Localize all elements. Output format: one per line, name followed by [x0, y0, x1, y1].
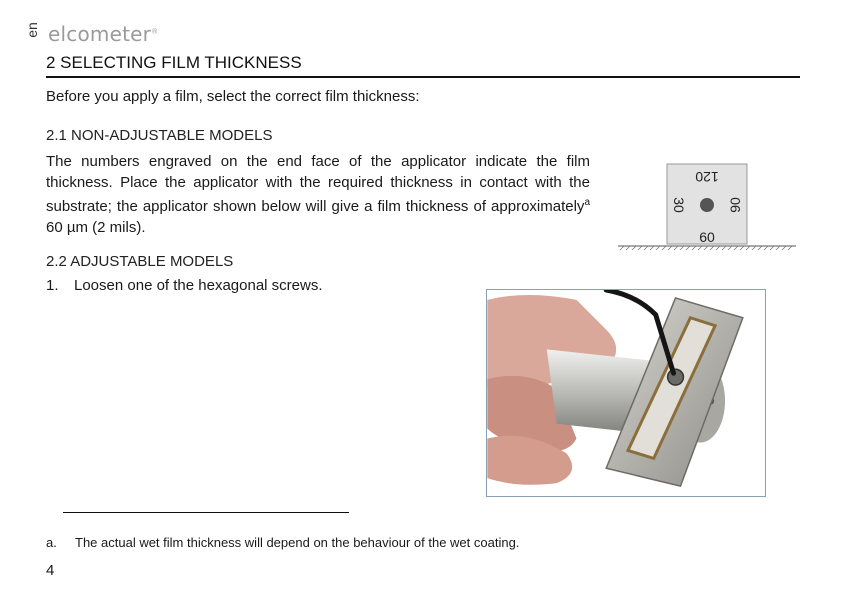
center-hole — [700, 198, 714, 212]
substrate-hatching — [620, 246, 792, 250]
footnote-rule — [63, 512, 349, 513]
paragraph-text-end: 60 µm (2 mils). — [46, 218, 146, 236]
footnote-reference: a — [584, 197, 590, 208]
footnote — [46, 535, 519, 550]
language-tab: en — [24, 22, 40, 38]
non-adjustable-heading: 2.1 NON-ADJUSTABLE MODELS — [46, 127, 273, 144]
title-rule — [46, 76, 800, 78]
label-bottom: 60 — [699, 229, 715, 245]
brand-mark: ® — [151, 27, 159, 36]
label-left: 30 — [671, 197, 687, 213]
section-intro: Before you apply a film, select the correct film thickness: — [46, 88, 420, 105]
photo-illustration — [487, 290, 765, 496]
footnote-text: The actual wet film thickness will depend on the behaviour of the wet coating. — [75, 535, 520, 550]
list-item — [46, 277, 323, 294]
brand-name: elcometer — [48, 22, 152, 46]
footnote-marker: a. — [46, 535, 57, 550]
paragraph-text: The numbers engraved on the end face of the applicator indicate the film thickness. Place the applicator with the required thickness in contact with the substrate; the applicator shown below will give a film thickness of approximately — [46, 153, 590, 215]
applicator-end-face-diagram — [614, 160, 804, 256]
adjustable-applicator-photo — [486, 289, 766, 497]
non-adjustable-paragraph — [46, 152, 590, 238]
label-right: 90 — [727, 197, 743, 213]
label-top: 120 — [695, 169, 719, 185]
step-text: Loosen one of the hexagonal screws. — [74, 277, 323, 294]
brand-logo — [48, 22, 158, 46]
step-number: 1. — [46, 277, 59, 294]
page-number: 4 — [46, 562, 55, 579]
adjustable-heading: 2.2 ADJUSTABLE MODELS — [46, 253, 234, 270]
section-title: 2 SELECTING FILM THICKNESS — [46, 53, 302, 72]
